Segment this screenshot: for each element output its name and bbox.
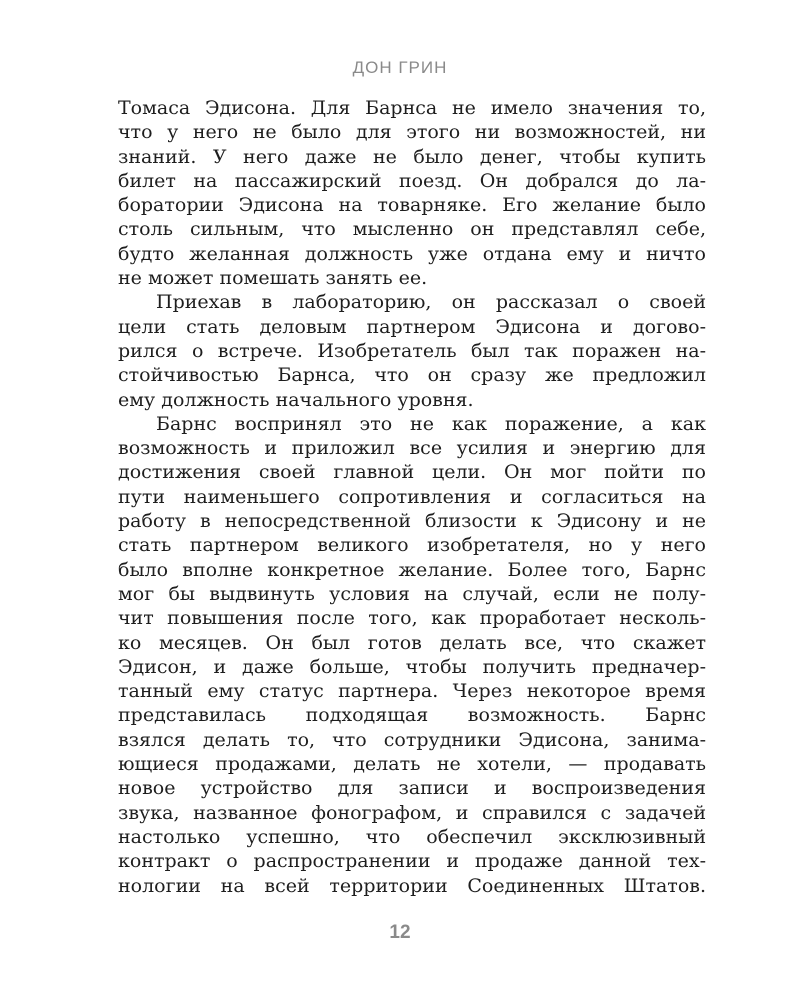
text-line: боратории Эдисона на товарняке. Его желание было — [118, 194, 706, 217]
page-number: 12 — [389, 922, 411, 943]
text-line: контракт о распространении и продаже данной тех- — [118, 850, 706, 873]
text-line: возможность и приложил все усилия и энергию для — [118, 437, 706, 460]
text-line: будто желанная должность уже отдана ему и ничто — [118, 242, 706, 265]
text-line: достижения своей главной цели. Он мог пойти по — [118, 461, 706, 484]
text-line: Томаса Эдисона. Для Барнса не имело значения то, — [118, 97, 706, 119]
text-line: ко месяцев. Он был готов делать все, что скажет — [118, 631, 706, 654]
text-line: танный ему статус партнера. Через некоторое время — [118, 680, 706, 703]
text-line: ющиеся продажами, делать не хотели, — продавать — [118, 753, 706, 776]
text-line: что у него не было для этого ни возможностей, ни — [118, 121, 706, 144]
text-line: стать партнером великого изобретателя, но у него — [118, 534, 706, 557]
text-line: настолько успешно, что обеспечил эксклюзивный — [118, 825, 706, 848]
running-head: ДОН ГРИН — [352, 58, 448, 77]
text-line: не может помешать занять ее. — [118, 267, 428, 290]
text-line: Эдисон, и даже больше, чтобы получить предначер- — [118, 655, 706, 678]
paragraph — [118, 290, 706, 411]
text-line: пути наименьшего сопротивления и согласиться на — [118, 485, 706, 508]
paragraph — [118, 96, 706, 290]
text-line: нологии на всей территории Соединенных Штатов. — [118, 874, 706, 897]
text-line: билет на пассажирский поезд. Он добрался до ла- — [118, 169, 706, 192]
text-line: было вполне конкретное желание. Более того, Барнс — [118, 558, 706, 581]
paragraph — [118, 412, 706, 898]
text-line: представилась подходящая возможность. Барнс — [118, 704, 706, 727]
text-line: звука, названное фонографом, и справился с задачей — [118, 801, 706, 824]
text-line: стойчивостью Барнса, что он сразу же предложил — [118, 364, 706, 387]
text-line: ему должность начального уровня. — [118, 388, 474, 411]
text-line: Барнс воспринял это не как поражение, а как — [156, 412, 706, 435]
text-line: работу в непосредственной близости к Эдисону и не — [118, 510, 706, 533]
text-line: взялся делать то, что сотрудники Эдисона, занима- — [118, 728, 706, 751]
body-text — [118, 96, 706, 898]
text-line: цели стать деловым партнером Эдисона и догово- — [118, 315, 706, 338]
text-line: Приехав в лабораторию, он рассказал о своей — [156, 291, 706, 314]
text-line: новое устройство для записи и воспроизведения — [118, 777, 706, 800]
text-line: рился о встрече. Изобретатель был так поражен на- — [118, 339, 706, 362]
text-line: столь сильным, что мысленно он представлял себе, — [118, 218, 706, 241]
text-line: мог бы выдвинуть условия на случай, если не полу- — [118, 582, 706, 605]
text-line: чит повышения после того, как проработает несколь- — [118, 607, 706, 630]
text-line: знаний. У него даже не было денег, чтобы купить — [118, 145, 706, 168]
